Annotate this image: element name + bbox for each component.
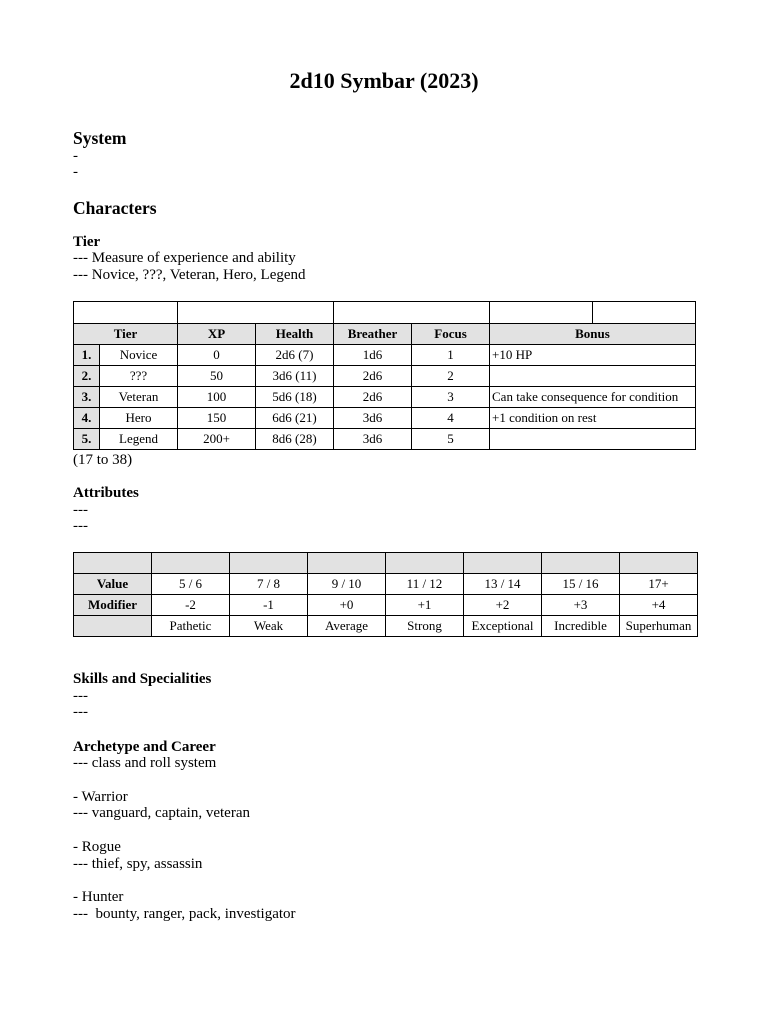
tier-line-1: --- Measure of experience and ability bbox=[73, 250, 296, 266]
blank-cell bbox=[152, 553, 230, 574]
tier-xp: 150 bbox=[178, 408, 256, 429]
tier-focus: 5 bbox=[412, 429, 490, 450]
tier-bonus bbox=[490, 429, 696, 450]
system-line-1: - bbox=[73, 148, 78, 164]
focus-col-header: Focus bbox=[412, 324, 490, 345]
attribute-modifier: +0 bbox=[308, 595, 386, 616]
attribute-modifier: -2 bbox=[152, 595, 230, 616]
class-name: - Warrior bbox=[73, 789, 128, 805]
attribute-descriptor: Exceptional bbox=[464, 616, 542, 637]
tier-focus: 4 bbox=[412, 408, 490, 429]
class-careers: --- vanguard, captain, veteran bbox=[73, 805, 250, 821]
attributes-heading: Attributes bbox=[73, 485, 139, 501]
attribute-value: 5 / 6 bbox=[152, 574, 230, 595]
tier-xp: 0 bbox=[178, 345, 256, 366]
class-name: - Hunter bbox=[73, 889, 124, 905]
blank-cell bbox=[386, 553, 464, 574]
tier-table-header-row bbox=[74, 324, 696, 345]
blank-cell bbox=[230, 553, 308, 574]
tier-bonus: +1 condition on rest bbox=[490, 408, 696, 429]
blank-cell bbox=[74, 302, 178, 324]
tier-col-header: Tier bbox=[74, 324, 178, 345]
attribute-descriptor: Average bbox=[308, 616, 386, 637]
tier-breather: 3d6 bbox=[334, 429, 412, 450]
blank-cell bbox=[74, 553, 152, 574]
tier-note: (17 to 38) bbox=[73, 452, 133, 468]
tier-number: 3. bbox=[74, 387, 100, 408]
attribute-modifier: +1 bbox=[386, 595, 464, 616]
tier-heading: Tier bbox=[73, 234, 101, 250]
document-title: 2d10 Symbar (2023) bbox=[289, 68, 479, 93]
tier-health: 5d6 (18) bbox=[256, 387, 334, 408]
blank-cell bbox=[620, 553, 698, 574]
tier-bonus: +10 HP bbox=[490, 345, 696, 366]
blank-cell bbox=[593, 302, 696, 324]
blank-cell bbox=[490, 302, 593, 324]
tier-table bbox=[73, 301, 696, 450]
attribute-value: 15 / 16 bbox=[542, 574, 620, 595]
tier-focus: 1 bbox=[412, 345, 490, 366]
tier-health: 2d6 (7) bbox=[256, 345, 334, 366]
tier-row bbox=[74, 366, 696, 387]
attribute-value: 9 / 10 bbox=[308, 574, 386, 595]
tier-bonus: Can take consequence for condition bbox=[490, 387, 696, 408]
blank-cell bbox=[542, 553, 620, 574]
attribute-descriptor: Superhuman bbox=[620, 616, 698, 637]
tier-breather: 1d6 bbox=[334, 345, 412, 366]
characters-heading: Characters bbox=[73, 198, 157, 218]
tier-focus: 2 bbox=[412, 366, 490, 387]
tier-row bbox=[74, 408, 696, 429]
blank-cell bbox=[464, 553, 542, 574]
tier-xp: 50 bbox=[178, 366, 256, 387]
tier-table-blank-row bbox=[74, 302, 696, 324]
system-line-2: - bbox=[73, 164, 78, 180]
tier-health: 6d6 (21) bbox=[256, 408, 334, 429]
tier-xp: 200+ bbox=[178, 429, 256, 450]
skills-line-1: --- bbox=[73, 688, 88, 704]
tier-row bbox=[74, 387, 696, 408]
modifier-row-label: Modifier bbox=[74, 595, 152, 616]
tier-row bbox=[74, 429, 696, 450]
breather-col-header: Breather bbox=[334, 324, 412, 345]
attribute-descriptor: Weak bbox=[230, 616, 308, 637]
tier-breather: 2d6 bbox=[334, 387, 412, 408]
attribute-value: 7 / 8 bbox=[230, 574, 308, 595]
blank-cell bbox=[334, 302, 490, 324]
blank-cell bbox=[308, 553, 386, 574]
attribute-value: 17+ bbox=[620, 574, 698, 595]
attributes-table bbox=[73, 552, 698, 637]
tier-name: Novice bbox=[100, 345, 178, 366]
tier-health: 8d6 (28) bbox=[256, 429, 334, 450]
tier-number: 5. bbox=[74, 429, 100, 450]
attributes-header-row bbox=[74, 553, 698, 574]
blank-cell bbox=[178, 302, 334, 324]
tier-xp: 100 bbox=[178, 387, 256, 408]
attribute-descriptor: Pathetic bbox=[152, 616, 230, 637]
tier-row bbox=[74, 345, 696, 366]
attributes-value-row bbox=[74, 574, 698, 595]
attributes-line-1: --- bbox=[73, 502, 88, 518]
tier-name: Veteran bbox=[100, 387, 178, 408]
attribute-descriptor: Incredible bbox=[542, 616, 620, 637]
attribute-value: 13 / 14 bbox=[464, 574, 542, 595]
attribute-modifier: -1 bbox=[230, 595, 308, 616]
attributes-line-2: --- bbox=[73, 518, 88, 534]
attribute-descriptor: Strong bbox=[386, 616, 464, 637]
tier-health: 3d6 (11) bbox=[256, 366, 334, 387]
attributes-modifier-row bbox=[74, 595, 698, 616]
skills-line-2: --- bbox=[73, 704, 88, 720]
tier-breather: 2d6 bbox=[334, 366, 412, 387]
skills-heading: Skills and Specialities bbox=[73, 671, 212, 687]
tier-bonus bbox=[490, 366, 696, 387]
tier-number: 4. bbox=[74, 408, 100, 429]
health-col-header: Health bbox=[256, 324, 334, 345]
class-name: - Rogue bbox=[73, 839, 121, 855]
attribute-modifier: +2 bbox=[464, 595, 542, 616]
value-row-label: Value bbox=[74, 574, 152, 595]
tier-name: ??? bbox=[100, 366, 178, 387]
tier-number: 2. bbox=[74, 366, 100, 387]
class-careers: --- bounty, ranger, pack, investigator bbox=[73, 906, 296, 922]
archetype-intro: --- class and roll system bbox=[73, 755, 217, 771]
tier-focus: 3 bbox=[412, 387, 490, 408]
tier-breather: 3d6 bbox=[334, 408, 412, 429]
attributes-descriptor-row bbox=[74, 616, 698, 637]
tier-number: 1. bbox=[74, 345, 100, 366]
tier-line-2: --- Novice, ???, Veteran, Hero, Legend bbox=[73, 267, 306, 283]
class-careers: --- thief, spy, assassin bbox=[73, 856, 203, 872]
xp-col-header: XP bbox=[178, 324, 256, 345]
archetype-heading: Archetype and Career bbox=[73, 739, 216, 755]
attribute-value: 11 / 12 bbox=[386, 574, 464, 595]
blank-cell bbox=[74, 616, 152, 637]
tier-name: Legend bbox=[100, 429, 178, 450]
system-heading: System bbox=[73, 128, 127, 148]
bonus-col-header: Bonus bbox=[490, 324, 696, 345]
attribute-modifier: +3 bbox=[542, 595, 620, 616]
tier-name: Hero bbox=[100, 408, 178, 429]
attribute-modifier: +4 bbox=[620, 595, 698, 616]
